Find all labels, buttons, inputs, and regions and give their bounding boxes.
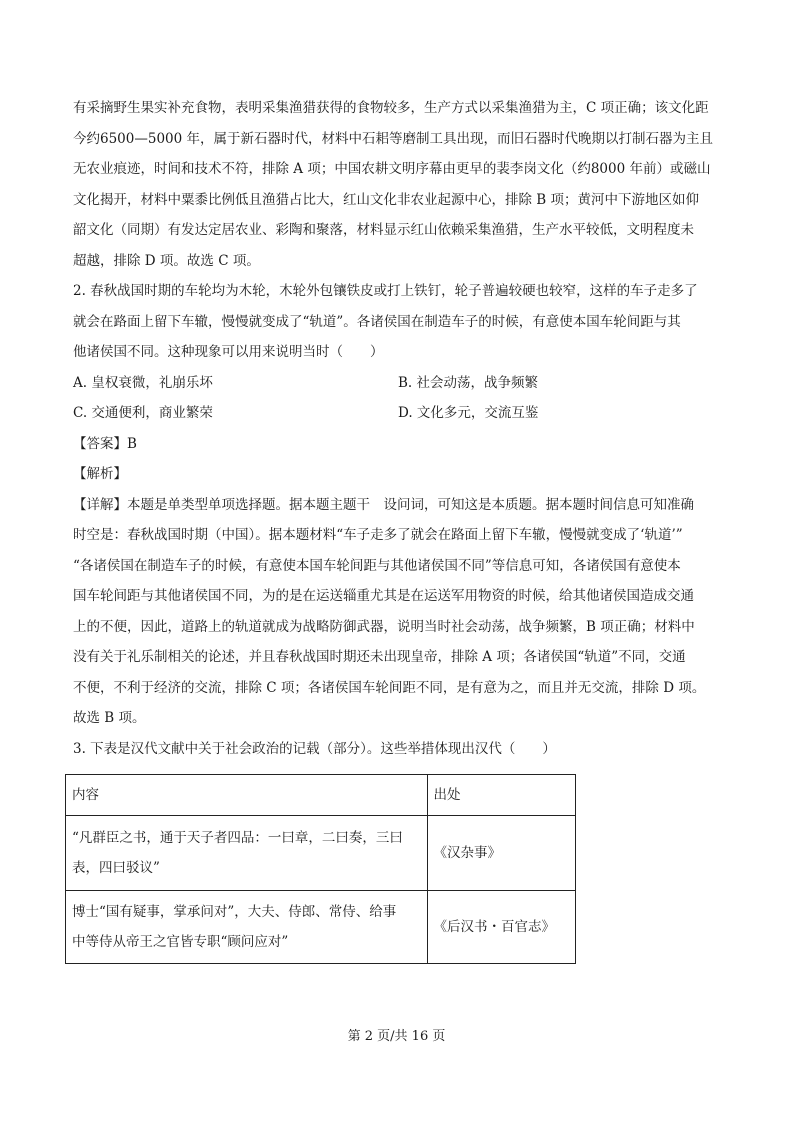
row-source: 《汉杂事》 [427,816,576,891]
text-line: 国车轮间距与其他诸侯国不同，为的是在运送辎重尤其是在运送军用物资的时候，给其他诸侯国造成交通 [73,588,694,604]
text-line: 【详解】本题是单类型单项选择题。据本题主题干 设问词，可知这是本质题。据本题时间信息可知准确 [73,496,694,513]
text-line: 博士“国有疑事，掌承问对”，大夫、侍郎、常侍、给事 [72,904,397,920]
text-line: 超越，排除 D 项。故选 C 项。 [73,252,260,269]
text-line: 韶文化（同期）有发达定居农业、彩陶和聚落，材料显示红山依赖采集渔猎，生产水平较低，文明程度未 [73,222,694,238]
text-line: 不便，不利于经济的交流，排除 C 项；各诸侯国车轮间距不同，是有意为之，而且并无交流，排除 D 项。 [73,679,706,696]
option-c: C. 交通便利，商业繁荣 [73,405,213,421]
text-line: 文化揭开，材料中粟黍比例低且渔猎占比大，红山文化非农业起源中心，排除 B 项；黄河中下游地区如仰 [73,191,700,208]
table-row [66,816,576,891]
text-line: 2. 春秋战国时期的车轮均为木轮，木轮外包镶铁皮或打上铁钉，轮子普遍较硬也较窄，这样的车子走多了 [73,283,698,299]
historical-records-table [65,774,576,964]
text-line: 表，四曰驳议” [72,860,160,876]
question-2-options-row-1 [73,368,723,399]
answer-line [73,429,723,460]
option-b: B. 社会动荡，战争频繁 [398,374,539,391]
option-d: D. 文化多元，交流互鉴 [398,405,539,421]
answer-tag: 【答案】B [73,435,137,452]
analysis-line [73,459,723,490]
question-2-options-row-2 [73,398,723,429]
text-line: 故选 B 项。 [73,710,146,726]
q1-explanation-continued [73,93,723,276]
text-line: 无农业痕迹，时间和技术不符，排除 A 项；中国农耕文明序幕由更早的裴李岗文化（约8000 年前）或磁山 [73,161,711,177]
question-2-stem [73,276,723,368]
text-line: 3. 下表是汉代文献中关于社会政治的记载（部分）。这些举措体现出汉代（ ） [73,740,556,757]
row-source: 《后汉书・百官志》 [427,891,576,964]
page-content [73,93,723,764]
text-line: 就会在路面上留下车辙，慢慢就变成了“轨道”。各诸侯国在制造车子的时候，有意使本国车轮间距与其 [73,313,681,330]
table-row [66,891,576,964]
text-line: 没有关于礼乐制相关的论述，并且春秋战国时期还未出现皇帝，排除 A 项；各诸侯国“轨道”不同，交通 [73,649,686,665]
text-line: 时空是：春秋战国时期（中国）。据本题材料“车子走多了就会在路面上留下车辙，慢慢就变成了‘轨道’” [73,527,683,543]
table-header-row [66,775,576,816]
text-line: “凡群臣之书，通于天子者四品：一曰章，二曰奏，三曰 [72,830,403,846]
text-line: 上的不便，因此，道路上的轨道就成为战略防御武器，说明当时社会动荡，战争频繁，B 项正确；材料中 [73,618,695,635]
detail-explanation [73,490,723,734]
option-a: A. 皇权衰微，礼崩乐坏 [73,374,213,391]
page-number-footer: 第 2 页/共 16 页 [347,1029,446,1044]
analysis-tag: 【解析】 [73,466,127,482]
text-line: 他诸侯国不同。这种现象可以用来说明当时（ ） [73,344,384,360]
text-line: 今约6500—5000 年，属于新石器时代，材料中石耜等磨制工具出现，而旧石器时代晚期以打制石器为主且 [73,130,714,147]
row-content [66,891,428,964]
text-line: 有采摘野生果实补充食物，表明采集渔猎获得的食物较多，生产方式以采集渔猎为主，C 项正确；该文化距 [73,100,709,116]
question-3-stem [73,734,723,765]
header-content: 内容 [66,775,428,816]
header-source: 出处 [427,775,576,816]
row-content [66,816,428,891]
text-line: 中等侍从帝王之官皆专职“顾问应对” [72,934,289,950]
text-line: “各诸侯国在制造车子的时候，有意使本国车轮间距与其他诸侯国不同”等信息可知，各诸侯国有意使本 [73,557,681,574]
